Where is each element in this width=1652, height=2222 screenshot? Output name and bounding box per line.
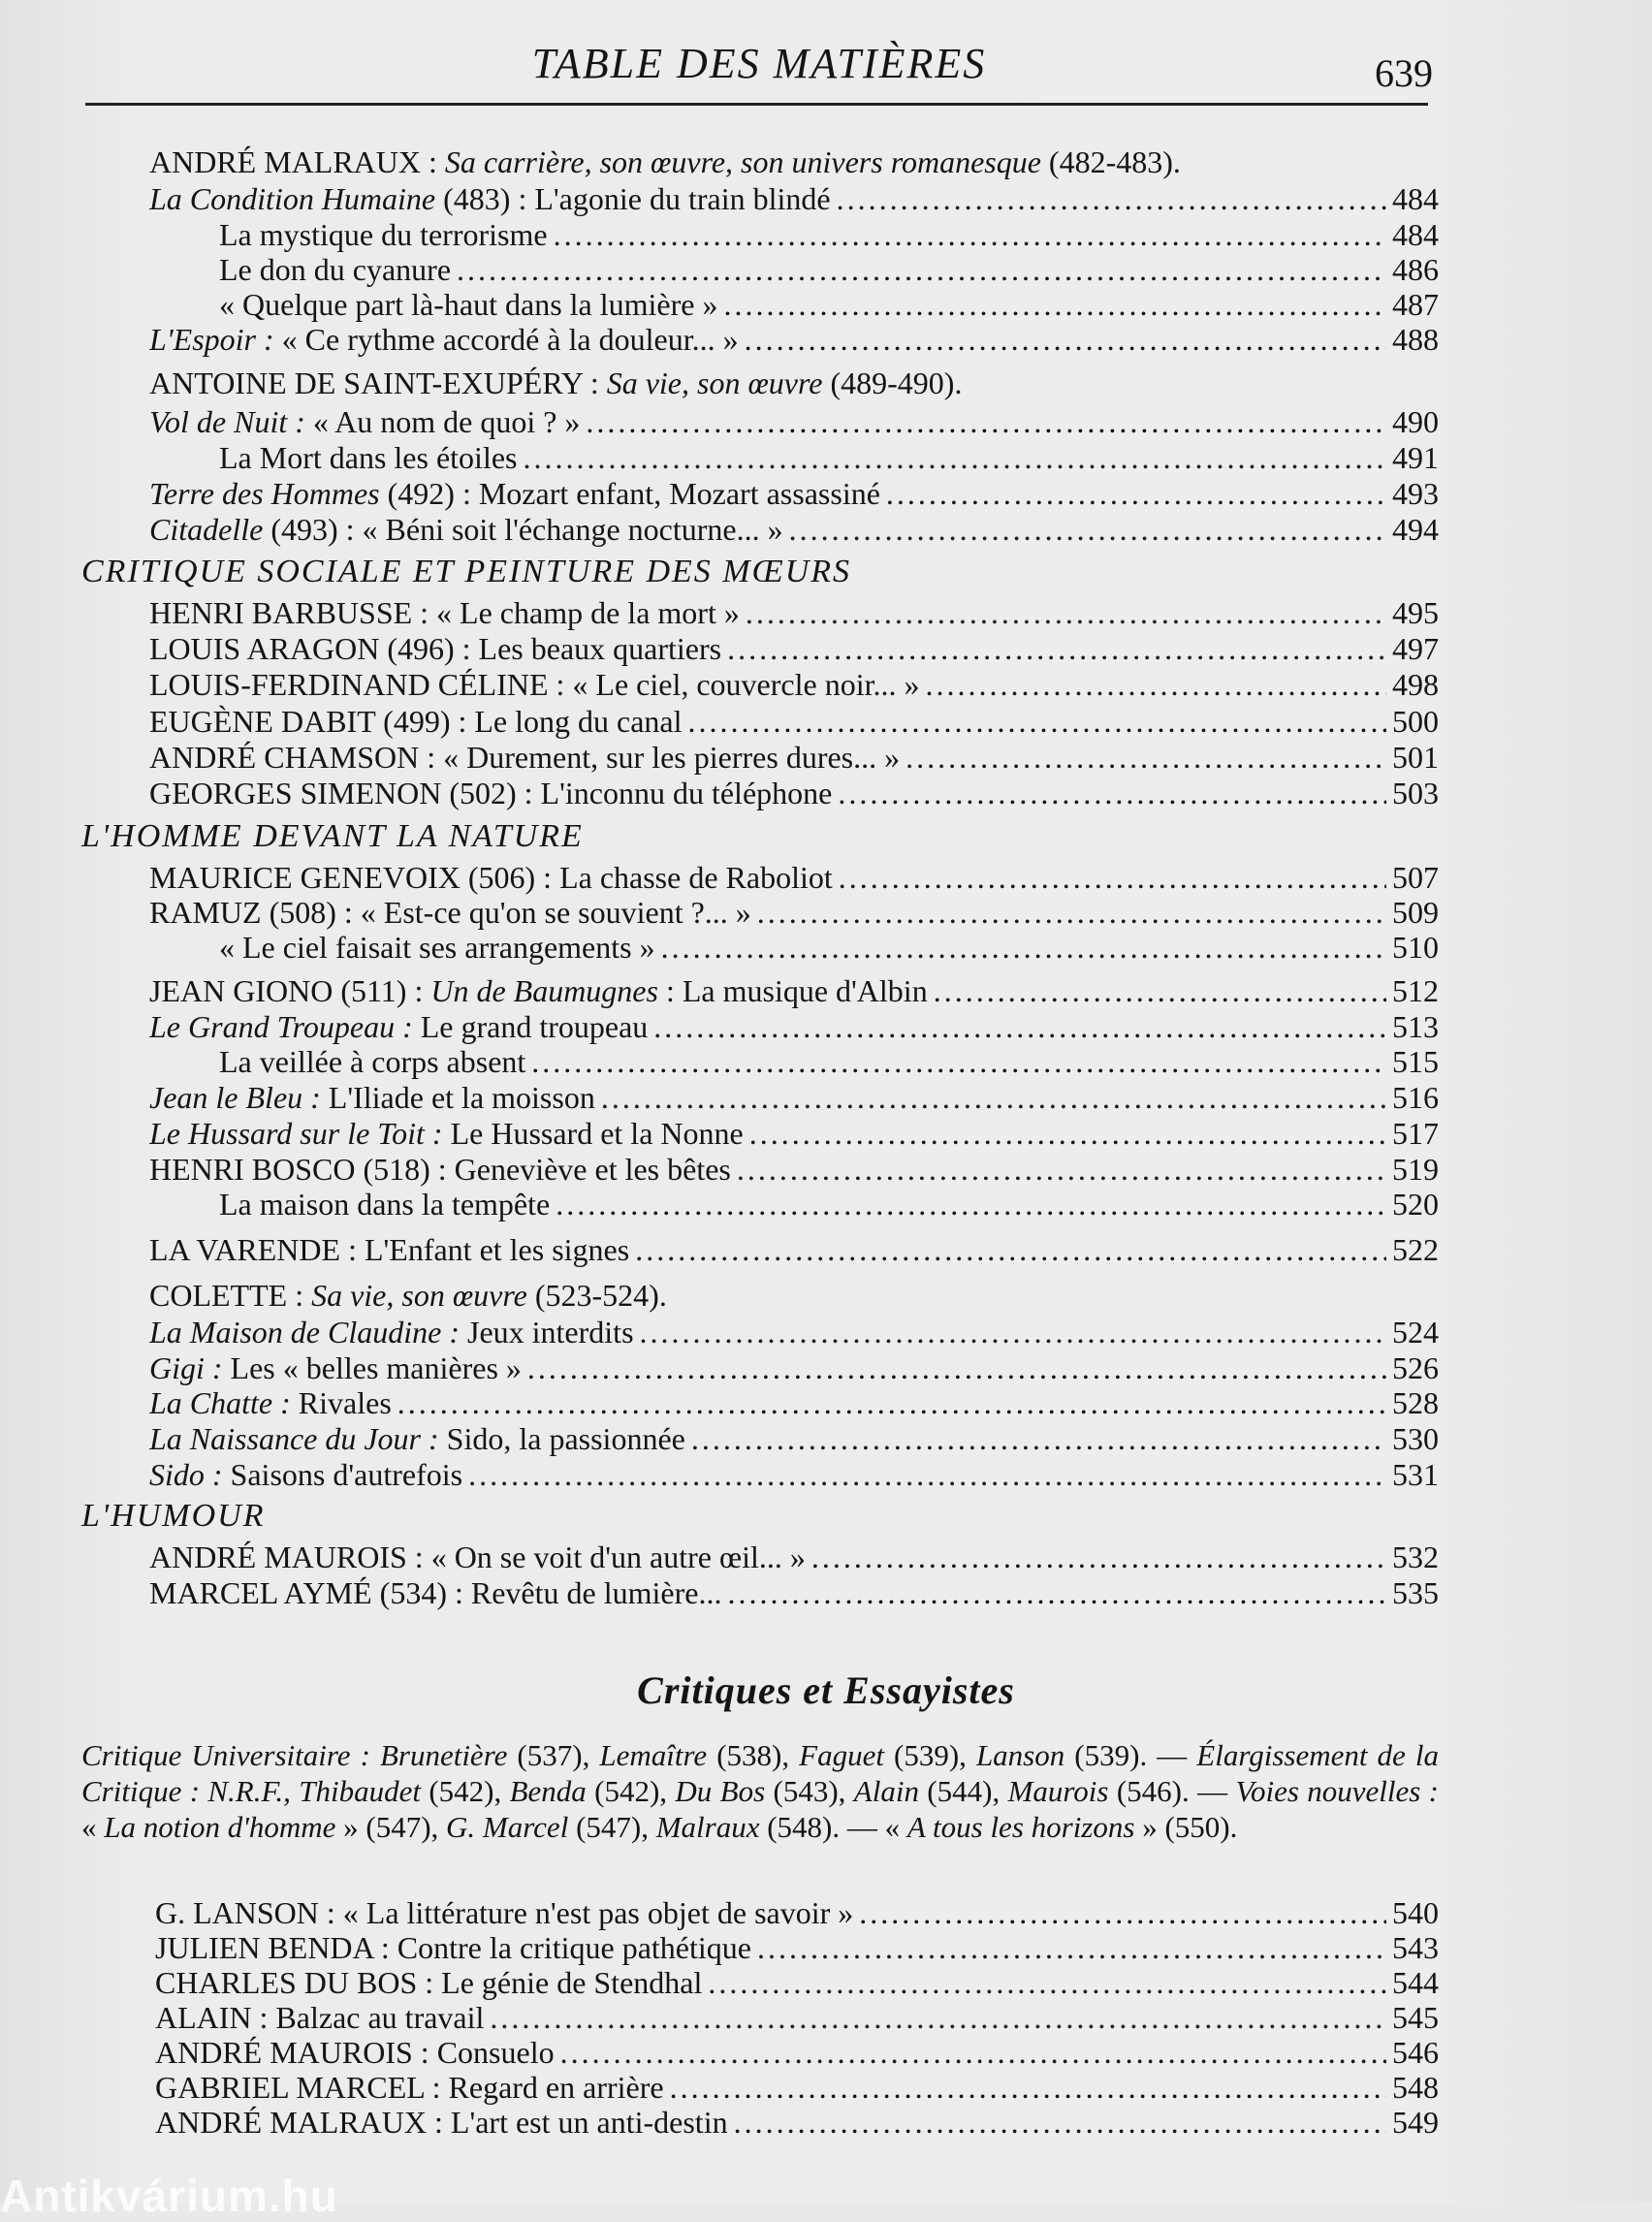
leader-dots <box>451 251 1386 288</box>
toc-entry <box>149 1151 1439 1188</box>
toc-entry-text <box>155 1964 702 2001</box>
entry-text: ANDRÉ MAUROIS : Consuelo <box>155 2035 555 2070</box>
toc-entry-text <box>219 216 548 253</box>
intro-segment: Malraux <box>655 1810 760 1844</box>
leader-dots <box>629 1231 1386 1268</box>
toc-entry <box>149 1456 1439 1493</box>
toc-page-number: 543 <box>1392 1930 1439 1965</box>
toc-entry <box>149 739 1439 776</box>
leader-dots <box>806 1539 1386 1575</box>
entry-text: « Quelque part là-haut dans la lumière » <box>219 287 718 322</box>
work-title: Le Hussard sur le Toit : <box>149 1116 443 1151</box>
toc-page-number: 545 <box>1392 2000 1439 2035</box>
toc-page-number: 524 <box>1392 1315 1439 1349</box>
entry-text: Rivales <box>290 1385 392 1420</box>
entry-text: MARCEL AYMÉ (534) : Revêtu de lumière... <box>149 1575 722 1610</box>
toc-entry <box>149 1420 1439 1457</box>
toc-entry-text <box>149 511 783 548</box>
toc-page-number: 495 <box>1392 595 1439 630</box>
toc-entry <box>219 286 1439 323</box>
toc-entry <box>149 1574 1439 1611</box>
toc-entry <box>149 321 1439 358</box>
toc-page-number: 491 <box>1392 440 1439 475</box>
leader-dots <box>751 1929 1386 1966</box>
toc-page-number: 500 <box>1392 704 1439 739</box>
toc-page-number: 544 <box>1392 1965 1439 2000</box>
toc-entry-text <box>149 321 739 358</box>
entry-text: JULIEN BENDA : Contre la critique pathétique <box>155 1930 751 1965</box>
leader-dots <box>392 1384 1386 1421</box>
toc-entry <box>149 775 1439 811</box>
intro-segment: Élargissement de la Critique : N.R.F., Thibaudet <box>81 1738 1439 1808</box>
intro-segment: (544), <box>918 1774 1008 1808</box>
intro-segment: (538), <box>707 1738 800 1772</box>
entry-text: Saisons d'autrefois <box>222 1457 463 1492</box>
entry-text: HENRI BARBUSSE : « Le champ de la mort » <box>149 595 740 630</box>
entry-text: Jeux interdits <box>459 1315 634 1349</box>
toc-page-number: 490 <box>1392 404 1439 439</box>
toc-entry-text <box>219 1186 550 1222</box>
toc-entry <box>149 1115 1439 1152</box>
section-heading: L'HOMME DEVANT LA NATURE <box>81 818 584 854</box>
entry-text: (493) : « Béni soit l'échange nocturne... » <box>263 512 783 547</box>
leader-dots <box>522 1349 1386 1386</box>
toc-page-number: 515 <box>1392 1044 1439 1079</box>
entry-text: G. LANSON : « La littérature n'est pas objet de savoir » <box>155 1895 854 1930</box>
intro-segment: » (547), <box>335 1810 447 1844</box>
toc-entry <box>149 1231 1439 1268</box>
section-heading: L'HUMOUR <box>81 1498 266 1534</box>
toc-page-number: 486 <box>1392 252 1439 287</box>
entry-text: (492) : Mozart enfant, Mozart assassiné <box>379 476 880 511</box>
entry-text: EUGÈNE DABIT (499) : Le long du canal <box>149 704 683 739</box>
toc-page-number: 520 <box>1392 1187 1439 1222</box>
leader-dots <box>783 511 1386 548</box>
work-title: Sa carrière, son œuvre, son univers romanesque <box>444 144 1041 179</box>
leader-dots <box>744 1115 1386 1152</box>
toc-page-number: 512 <box>1392 973 1439 1008</box>
leader-dots <box>717 286 1386 323</box>
leader-dots <box>831 180 1386 217</box>
entry-text: ANDRÉ MAUROIS : « On se voit d'un autre œil... » <box>149 1540 806 1574</box>
leader-dots <box>555 2034 1386 2071</box>
part-title: Critiques et Essayistes <box>637 1668 1015 1712</box>
work-title: La Maison de Claudine : <box>149 1315 460 1349</box>
intro-segment: Du Bos <box>675 1774 766 1808</box>
toc-page-number: 484 <box>1392 217 1439 252</box>
toc-entry <box>219 216 1439 253</box>
toc-entry <box>219 251 1439 288</box>
entry-text: CHARLES DU BOS : Le génie de Stendhal <box>155 1965 703 2000</box>
leader-dots <box>685 1420 1386 1457</box>
intro-segment: (547), <box>568 1810 656 1844</box>
part-introduction <box>81 1737 1439 1845</box>
toc-entry <box>155 2034 1439 2071</box>
toc-entry-text <box>219 251 451 288</box>
leader-dots <box>484 1999 1386 2036</box>
work-title: Sa vie, son œuvre <box>606 365 823 400</box>
toc-entry <box>149 475 1439 512</box>
toc-entry-text <box>149 143 1181 180</box>
intro-segment: Maurois <box>1007 1774 1109 1808</box>
entry-text: (482-483). <box>1040 144 1181 179</box>
toc-entry <box>219 439 1439 476</box>
toc-entry-text <box>149 1115 744 1152</box>
entry-text: La maison dans la tempête <box>219 1187 551 1222</box>
page-number: 639 <box>1375 51 1433 95</box>
toc-entry <box>149 703 1439 740</box>
intro-segment: Voies nouvelles : <box>1235 1774 1439 1808</box>
entry-text: MAURICE GENEVOIX (506) : La chasse de Raboliot <box>149 860 833 895</box>
entry-text: La veillée à corps absent <box>219 1044 526 1079</box>
toc-page-number: 498 <box>1392 667 1439 702</box>
toc-page-number: 519 <box>1392 1152 1439 1187</box>
entry-text: LOUIS-FERDINAND CÉLINE : « Le ciel, couvercle noir... » <box>149 667 920 702</box>
toc-page-number: 531 <box>1392 1457 1439 1492</box>
toc-entry <box>149 1008 1439 1045</box>
toc-entry <box>149 630 1439 667</box>
leader-dots <box>832 775 1386 811</box>
work-title: Citadelle <box>149 512 264 547</box>
toc-entry-text <box>149 972 928 1009</box>
toc-entry <box>149 594 1439 631</box>
toc-entry <box>149 1314 1439 1350</box>
work-title: Vol de Nuit : <box>149 404 305 439</box>
entry-text: GEORGES SIMENON (502) : L'inconnu du téléphone <box>149 776 833 810</box>
work-title: Terre des Hommes <box>149 476 380 511</box>
toc-entry <box>155 1999 1439 2036</box>
toc-page-number: 503 <box>1392 776 1439 810</box>
toc-entry <box>149 1079 1439 1116</box>
toc-page-number: 509 <box>1392 895 1439 930</box>
leader-dots <box>664 2069 1386 2106</box>
entry-text: Sido, la passionnée <box>438 1421 685 1456</box>
leader-dots <box>648 1008 1386 1045</box>
entry-text: COLETTE : <box>149 1278 312 1313</box>
toc-page-number: 517 <box>1392 1116 1439 1151</box>
toc-entry <box>149 972 1439 1009</box>
entry-text: : La musique d'Albin <box>657 973 928 1008</box>
work-title: Sa vie, son œuvre <box>311 1278 527 1313</box>
leader-dots <box>721 630 1386 667</box>
toc-entry-text <box>149 594 740 631</box>
leader-dots <box>548 216 1386 253</box>
toc-entry-text <box>149 1456 462 1493</box>
entry-text: LA VARENDE : L'Enfant et les signes <box>149 1232 630 1267</box>
toc-page-number: 528 <box>1392 1385 1439 1420</box>
intro-segment: Lanson <box>975 1738 1065 1772</box>
entry-text: ANDRÉ MALRAUX : <box>149 144 445 179</box>
entry-text: (523-524). <box>526 1278 667 1313</box>
work-title: La Naissance du Jour : <box>149 1421 439 1456</box>
toc-entry <box>149 1384 1439 1421</box>
toc-page-number: 513 <box>1392 1009 1439 1044</box>
intro-segment: Critique Universitaire : Brunetière <box>81 1738 508 1772</box>
toc-entry <box>155 1929 1439 1966</box>
intro-segment: (539), <box>883 1738 976 1772</box>
toc-entry-text <box>149 666 919 703</box>
toc-entry-text <box>149 1539 806 1575</box>
entry-text: LOUIS ARAGON (496) : Les beaux quartiers <box>149 631 722 666</box>
leader-dots <box>731 1151 1386 1188</box>
toc-entry-text <box>149 365 962 401</box>
entry-text: Le Hussard et la Nonne <box>442 1116 744 1151</box>
toc-entry-text <box>149 739 900 776</box>
entry-text: (483) : L'agonie du train blindé <box>435 181 831 216</box>
toc-entry <box>155 2104 1439 2141</box>
intro-segment: » (550). <box>1134 1810 1238 1844</box>
entry-text: « Ce rythme accordé à la douleur... » <box>273 322 739 357</box>
intro-segment: La notion d'homme <box>104 1810 336 1844</box>
toc-entry <box>155 1894 1439 1931</box>
entry-text: « Au nom de quoi ? » <box>304 404 581 439</box>
leader-dots <box>833 859 1386 896</box>
intro-segment: (539). — <box>1064 1738 1197 1772</box>
toc-entry <box>149 1277 1439 1314</box>
toc-entry-text <box>149 859 833 896</box>
work-title: Gigi : <box>149 1350 223 1385</box>
toc-page-number: 532 <box>1392 1540 1439 1574</box>
work-title: Un de Baumugnes <box>430 973 658 1008</box>
entry-text: « Le ciel faisait ses arrangements » <box>219 930 655 965</box>
toc-entry-text <box>155 2034 555 2071</box>
toc-entry-text <box>149 775 832 811</box>
leader-dots <box>853 1894 1386 1931</box>
toc-entry-text <box>149 1277 667 1314</box>
section-heading: CRITIQUE SOCIALE ET PEINTURE DES MŒURS <box>81 554 852 589</box>
toc-entry-text <box>155 1894 853 1931</box>
intro-segment: (543), <box>765 1774 854 1808</box>
toc-entry-text <box>219 929 655 966</box>
leader-dots <box>739 321 1386 358</box>
work-title: L'Espoir : <box>149 322 274 357</box>
intro-segment: A tous les horizons <box>906 1810 1135 1844</box>
leader-dots <box>740 594 1386 631</box>
leader-dots <box>683 703 1387 740</box>
toc-entry-text <box>149 1079 595 1116</box>
watermark: Antikvárium.hu <box>0 2171 338 2221</box>
toc-entry <box>149 859 1439 896</box>
toc-entry-text <box>149 894 751 931</box>
leader-dots <box>517 439 1386 476</box>
entry-text: HENRI BOSCO (518) : Geneviève et les bêtes <box>149 1152 731 1187</box>
entry-text: Le don du cyanure <box>219 252 452 287</box>
leader-dots <box>721 1574 1386 1611</box>
work-title: La Chatte : <box>149 1385 291 1420</box>
entry-text: GABRIEL MARCEL : Regard en arrière <box>155 2070 664 2105</box>
work-title: Le Grand Troupeau : <box>149 1009 413 1044</box>
toc-entry <box>149 143 1439 180</box>
toc-page-number: 548 <box>1392 2070 1439 2105</box>
leader-dots <box>919 666 1386 703</box>
toc-page-number: 526 <box>1392 1350 1439 1385</box>
entry-text: ANDRÉ MALRAUX : L'art est un anti-destin <box>155 2105 728 2140</box>
running-head-title: TABLE DES MATIÈRES <box>531 40 987 87</box>
intro-segment: G. Marcel <box>446 1810 569 1844</box>
toc-entry-text <box>155 1929 751 1966</box>
toc-entry-text <box>219 439 517 476</box>
entry-text: L'Iliade et la moisson <box>320 1080 595 1115</box>
toc-entry-text <box>155 2104 728 2141</box>
toc-page-number: 540 <box>1392 1895 1439 1930</box>
toc-entry <box>149 666 1439 703</box>
toc-entry-text <box>219 1043 525 1080</box>
entry-text: ANTOINE DE SAINT-EXUPÉRY : <box>149 365 607 400</box>
leader-dots <box>928 972 1386 1009</box>
toc-entry <box>149 1539 1439 1575</box>
entry-text: La mystique du terrorisme <box>219 217 548 252</box>
toc-page-number: 484 <box>1392 181 1439 216</box>
toc-entry <box>149 365 1439 401</box>
toc-page-number: 522 <box>1392 1232 1439 1267</box>
entry-text: Les « belles manières » <box>222 1350 522 1385</box>
intro-segment: Faguet <box>799 1738 884 1772</box>
toc-entry-text <box>149 1151 731 1188</box>
toc-entry <box>149 511 1439 548</box>
toc-page-number: 510 <box>1392 930 1439 965</box>
entry-text: RAMUZ (508) : « Est-ce qu'on se souvient ?... » <box>149 895 751 930</box>
work-title: Sido : <box>149 1457 223 1492</box>
toc-page-number: 530 <box>1392 1421 1439 1456</box>
intro-segment: (537), <box>507 1738 600 1772</box>
entry-text: (489-490). <box>822 365 963 400</box>
toc-entry-text <box>149 1314 634 1350</box>
leader-dots <box>525 1043 1386 1080</box>
leader-dots <box>634 1314 1386 1350</box>
entry-text: Le grand troupeau <box>412 1009 649 1044</box>
toc-entry-text <box>149 1384 392 1421</box>
toc-entry <box>149 180 1439 217</box>
toc-entry-text <box>149 1574 721 1611</box>
leader-dots <box>550 1186 1386 1222</box>
toc-page-number: 546 <box>1392 2035 1439 2070</box>
intro-segment: (542), <box>421 1774 510 1808</box>
toc-page-number: 487 <box>1392 287 1439 322</box>
intro-segment: Lemaître <box>599 1738 708 1772</box>
toc-entry-text <box>149 180 831 217</box>
toc-entry <box>219 1043 1439 1080</box>
toc-entry-text <box>149 1420 685 1457</box>
work-title: La Condition Humaine <box>149 181 436 216</box>
toc-entry-text <box>149 475 880 512</box>
toc-page-number: 488 <box>1392 322 1439 357</box>
toc-page-number: 507 <box>1392 860 1439 895</box>
intro-segment: Benda <box>509 1774 587 1808</box>
toc-entry-text <box>149 703 683 740</box>
entry-text: ANDRÉ CHAMSON : « Durement, sur les pierres dures... » <box>149 740 901 775</box>
toc-entry-text <box>155 2069 664 2106</box>
leader-dots <box>595 1079 1386 1116</box>
toc-page-number: 516 <box>1392 1080 1439 1115</box>
header-rule <box>85 103 1428 106</box>
leader-dots <box>580 403 1386 440</box>
toc-entry <box>219 1186 1439 1222</box>
work-title: Jean le Bleu : <box>149 1080 321 1115</box>
toc-entry <box>219 929 1439 966</box>
toc-entry-text <box>149 1008 648 1045</box>
toc-page-number: 497 <box>1392 631 1439 666</box>
toc-page-number: 493 <box>1392 476 1439 511</box>
intro-segment: (546). — <box>1108 1774 1236 1808</box>
toc-entry <box>149 403 1439 440</box>
intro-segment: « <box>81 1810 105 1844</box>
leader-dots <box>900 739 1386 776</box>
toc-page-number: 494 <box>1392 512 1439 547</box>
leader-dots <box>728 2104 1386 2141</box>
toc-page-number: 535 <box>1392 1575 1439 1610</box>
toc-page-number: 501 <box>1392 740 1439 775</box>
leader-dots <box>702 1964 1386 2001</box>
toc-entry <box>155 1964 1439 2001</box>
leader-dots <box>462 1456 1386 1493</box>
leader-dots <box>880 475 1386 512</box>
toc-entry-text <box>219 286 717 323</box>
intro-segment: (542), <box>586 1774 676 1808</box>
toc-entry <box>149 894 1439 931</box>
toc-entry-text <box>149 630 721 667</box>
intro-segment: (548). — « <box>759 1810 907 1844</box>
leader-dots <box>751 894 1386 931</box>
intro-segment: Alain <box>853 1774 919 1808</box>
toc-entry-text <box>155 1999 484 2036</box>
toc-entry-text <box>149 1231 629 1268</box>
leader-dots <box>655 929 1386 966</box>
toc-page-number: 549 <box>1392 2105 1439 2140</box>
entry-text: JEAN GIONO (511) : <box>149 973 431 1008</box>
toc-entry-text <box>149 403 580 440</box>
entry-text: La Mort dans les étoiles <box>219 440 518 475</box>
toc-entry <box>155 2069 1439 2106</box>
entry-text: ALAIN : Balzac au travail <box>155 2000 485 2035</box>
toc-entry-text <box>149 1349 522 1386</box>
toc-entry <box>149 1349 1439 1386</box>
